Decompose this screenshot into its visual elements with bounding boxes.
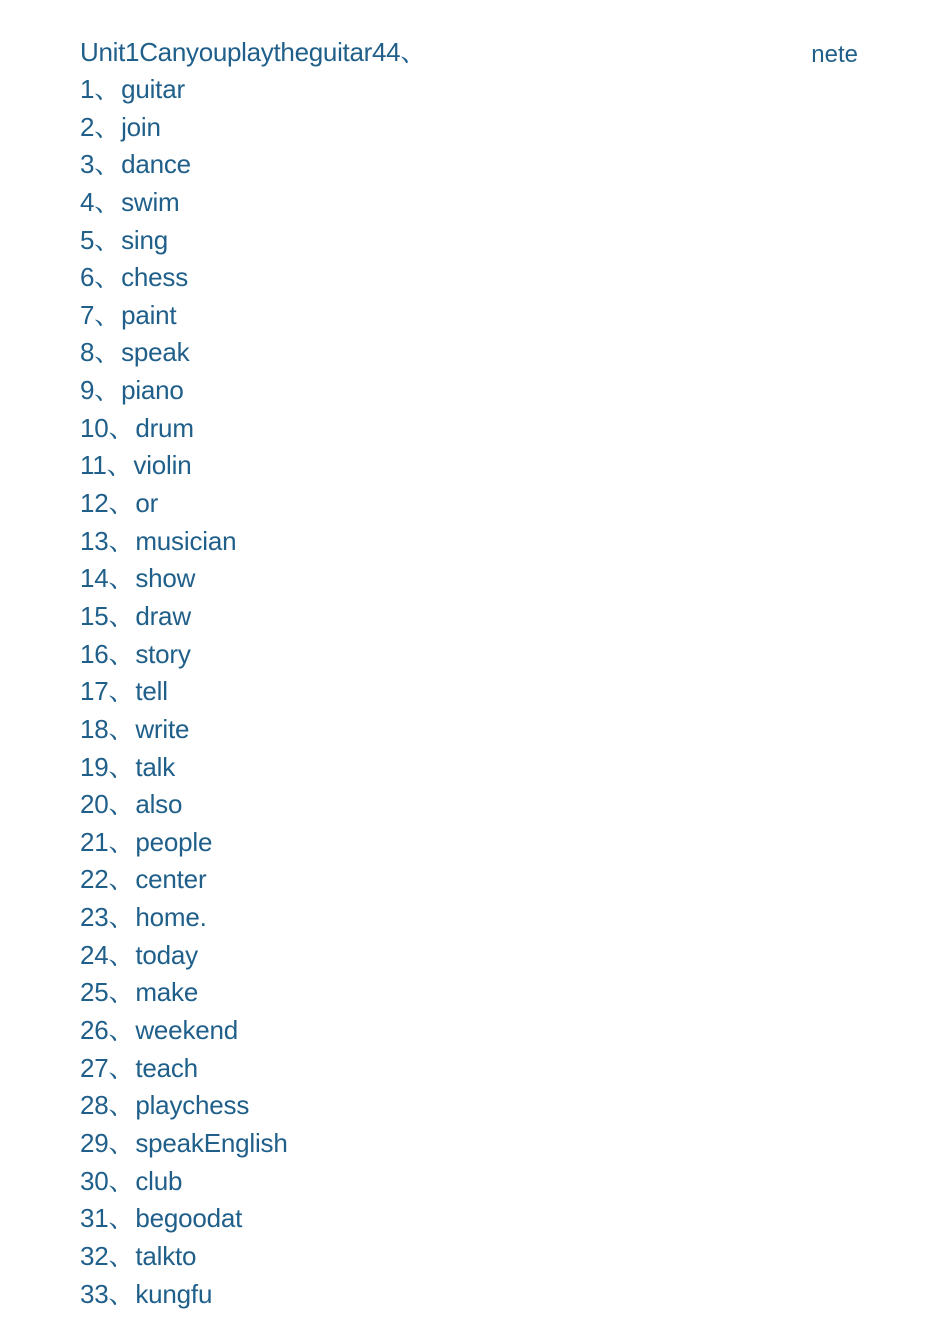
item-word: swim	[121, 186, 180, 217]
corner-text: nete	[811, 41, 858, 62]
item-separator: 、	[106, 450, 133, 481]
list-item	[80, 899, 288, 937]
item-word: begoodat	[135, 1203, 243, 1234]
item-separator: 、	[108, 1240, 135, 1271]
item-separator: 、	[108, 525, 135, 556]
item-word: tell	[135, 676, 168, 707]
item-number: 15	[80, 600, 109, 631]
item-number: 2	[80, 111, 95, 142]
item-word: sing	[121, 224, 168, 255]
item-word: musician	[135, 525, 237, 556]
item-separator: 、	[108, 1165, 135, 1196]
list-item	[80, 334, 288, 372]
item-word: today	[135, 939, 198, 970]
item-word: playchess	[135, 1090, 250, 1121]
item-word: talkto	[135, 1240, 197, 1271]
item-separator: 、	[94, 186, 121, 217]
list-item	[80, 297, 288, 335]
item-number: 32	[80, 1240, 109, 1271]
item-separator: 、	[108, 1015, 135, 1046]
list-item	[80, 786, 288, 824]
item-number: 12	[80, 488, 109, 519]
item-separator: 、	[108, 713, 135, 744]
list-item	[80, 824, 288, 862]
item-word: draw	[135, 600, 191, 631]
vocabulary-list	[80, 71, 288, 1313]
item-separator: 、	[108, 1278, 135, 1309]
item-separator: 、	[108, 789, 135, 820]
item-number: 29	[80, 1127, 109, 1158]
item-word: kungfu	[135, 1278, 213, 1309]
list-item	[80, 184, 288, 222]
list-item	[80, 259, 288, 297]
item-separator: 、	[94, 299, 121, 330]
list-item	[80, 636, 288, 674]
list-item	[80, 372, 288, 410]
item-number: 24	[80, 939, 109, 970]
list-item	[80, 861, 288, 899]
item-word: chess	[121, 262, 188, 293]
item-word: or	[135, 488, 159, 519]
item-number: 28	[80, 1090, 109, 1121]
item-separator: 、	[108, 1052, 135, 1083]
item-separator: 、	[108, 1090, 135, 1121]
item-number: 26	[80, 1015, 109, 1046]
list-item	[80, 1012, 288, 1050]
list-item	[80, 974, 288, 1012]
item-number: 31	[80, 1203, 109, 1234]
item-number: 33	[80, 1278, 109, 1309]
item-separator: 、	[108, 939, 135, 970]
item-number: 13	[80, 525, 109, 556]
item-separator: 、	[108, 412, 135, 443]
item-number: 27	[80, 1052, 109, 1083]
item-word: piano	[121, 375, 184, 406]
item-word: show	[135, 563, 196, 594]
list-item	[80, 1163, 288, 1201]
list-item	[80, 673, 288, 711]
item-word: make	[135, 977, 199, 1008]
list-item	[80, 937, 288, 975]
item-word: weekend	[135, 1015, 239, 1046]
item-number: 14	[80, 563, 109, 594]
item-number: 5	[80, 224, 95, 255]
item-word: talk	[135, 751, 176, 782]
item-number: 23	[80, 902, 109, 933]
list-item	[80, 749, 288, 787]
document-title: Unit1Canyouplaytheguitar44、	[80, 37, 427, 67]
item-separator: 、	[108, 977, 135, 1008]
list-item	[80, 1200, 288, 1238]
item-separator: 、	[94, 149, 121, 180]
item-number: 20	[80, 789, 109, 820]
item-number: 3	[80, 149, 95, 180]
item-word: people	[135, 826, 213, 857]
item-word: paint	[121, 299, 177, 330]
item-number: 8	[80, 337, 95, 368]
list-item	[80, 71, 288, 109]
item-separator: 、	[108, 1203, 135, 1234]
item-separator: 、	[108, 826, 135, 857]
item-separator: 、	[108, 902, 135, 933]
item-number: 1	[80, 74, 95, 104]
item-number: 19	[80, 751, 109, 782]
item-separator: 、	[108, 563, 135, 594]
item-word: drum	[135, 412, 194, 443]
item-number: 10	[80, 412, 109, 443]
item-separator: 、	[94, 337, 121, 368]
list-item	[80, 1238, 288, 1276]
list-item	[80, 485, 288, 523]
list-item	[80, 1125, 288, 1163]
item-word: speak	[121, 337, 190, 368]
list-item	[80, 447, 288, 485]
item-number: 17	[80, 676, 109, 707]
item-number: 4	[80, 186, 95, 217]
item-number: 7	[80, 299, 95, 330]
item-separator: 、	[94, 74, 121, 104]
item-word: dance	[121, 149, 191, 180]
item-word: story	[135, 638, 191, 669]
list-item	[80, 711, 288, 749]
list-item	[80, 1050, 288, 1088]
item-word: write	[135, 713, 190, 744]
list-item	[80, 1087, 288, 1125]
list-item	[80, 560, 288, 598]
item-word: home.	[135, 902, 207, 933]
item-number: 16	[80, 638, 109, 669]
item-word: join	[121, 111, 161, 142]
item-word: teach	[135, 1052, 198, 1083]
list-item	[80, 109, 288, 147]
list-item	[80, 410, 288, 448]
item-number: 9	[80, 375, 95, 406]
item-separator: 、	[94, 224, 121, 255]
item-separator: 、	[108, 864, 135, 895]
list-item	[80, 598, 288, 636]
item-word: guitar	[121, 74, 185, 104]
list-item	[80, 523, 288, 561]
item-separator: 、	[108, 488, 135, 519]
list-item	[80, 1276, 288, 1314]
item-separator: 、	[108, 676, 135, 707]
item-number: 21	[80, 826, 109, 857]
item-number: 18	[80, 713, 109, 744]
item-separator: 、	[94, 262, 121, 293]
item-number: 22	[80, 864, 109, 895]
item-number: 6	[80, 262, 95, 293]
list-item	[80, 222, 288, 260]
item-number: 11	[80, 450, 107, 481]
item-separator: 、	[108, 1127, 135, 1158]
item-number: 30	[80, 1165, 109, 1196]
item-separator: 、	[108, 751, 135, 782]
item-separator: 、	[94, 111, 121, 142]
item-word: also	[135, 789, 183, 820]
item-number: 25	[80, 977, 109, 1008]
item-separator: 、	[108, 638, 135, 669]
item-word: speakEnglish	[135, 1127, 288, 1158]
item-word: center	[135, 864, 207, 895]
list-item	[80, 146, 288, 184]
item-word: club	[135, 1165, 183, 1196]
item-separator: 、	[94, 375, 121, 406]
item-separator: 、	[108, 600, 135, 631]
item-word: violin	[133, 450, 192, 481]
